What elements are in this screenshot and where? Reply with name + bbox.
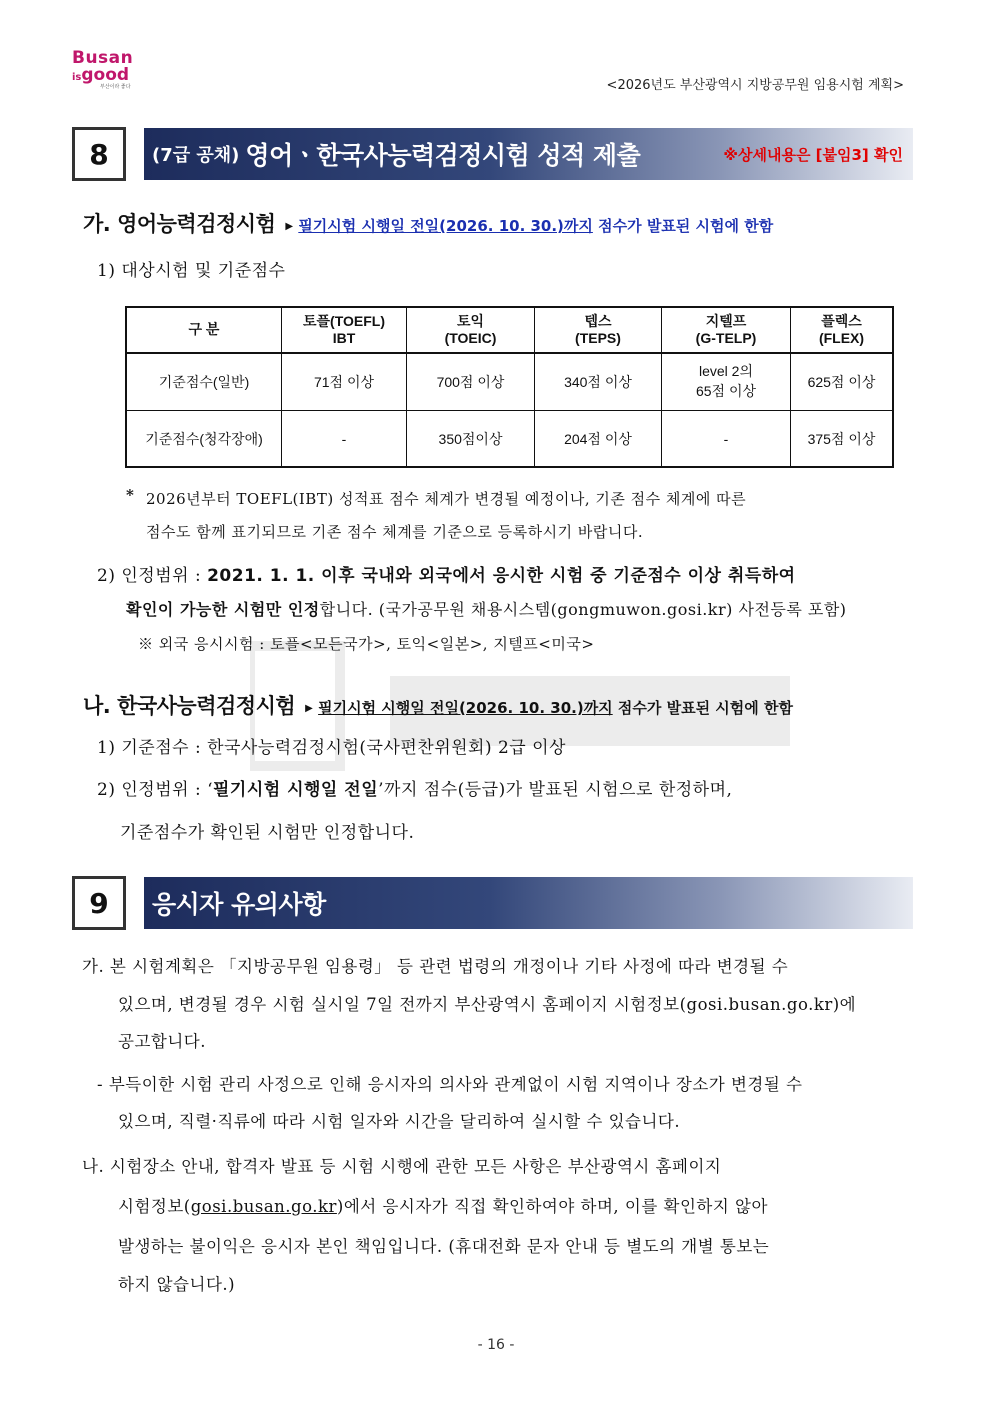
- section-number-8: 8: [72, 127, 126, 181]
- s9-ga-line3: 공고합니다.: [118, 1032, 206, 1051]
- table-cell: 기준점수(청각장애): [126, 411, 282, 468]
- table-row: [126, 411, 893, 468]
- na-heading-row: [83, 690, 793, 720]
- section-number-9: 9: [72, 876, 126, 930]
- ga-heading-note: ▶ 필기시험 시행일 전일(2026. 10. 30.)까지 점수가 발표된 시험에 한함: [285, 217, 774, 235]
- s9-ga-line2: 있으며, 변경될 경우 시험 실시일 7일 전까지 부산광역시 홈페이지 시험정보(gosi.busan.go.kr)에: [118, 995, 857, 1014]
- ga-heading-row: [83, 208, 773, 238]
- header-title: <2026년도 부산광역시 지방공무원 임용시험 계획>: [606, 78, 904, 93]
- table-cell: 350점이상: [407, 411, 535, 468]
- table-header: 플렉스 (FLEX): [791, 307, 894, 353]
- s9-na-line4: 하지 않습니다.): [118, 1275, 236, 1294]
- table-cell: -: [282, 411, 407, 468]
- table-cell: 625점 이상: [791, 353, 894, 411]
- table-cell: 204점 이상: [535, 411, 662, 468]
- busan-logo: [72, 50, 142, 90]
- table-cell: 700점 이상: [407, 353, 535, 411]
- table-cell: 기준점수(일반): [126, 353, 282, 411]
- s9-ga-line1: 가. 본 시험계획은 「지방공무원 임용령」 등 관련 법령의 개정이나 기타 사정에 따라 변경될 수: [82, 957, 789, 976]
- s9-na-line1: 나. 시험장소 안내, 합격자 발표 등 시험 시행에 관한 모든 사항은 부산광역시 홈페이지: [82, 1157, 722, 1176]
- table-header: 지텔프 (G-TELP): [662, 307, 791, 353]
- english-test-table: [125, 306, 894, 468]
- logo-line2: good: [81, 65, 130, 85]
- ga-item2-note: ※ 외국 응시시험 : 토플<모든국가>, 토익<일본>, 지텔프<미국>: [138, 635, 595, 653]
- logo-is: is: [72, 72, 82, 83]
- page-number: - 16 -: [477, 1337, 515, 1353]
- table-cell: level 2의 65점 이상: [662, 353, 791, 411]
- ga-item2-line1: 2) 인정범위 : 2021. 1. 1. 이후 국내와 외국에서 응시한 시험 중 기준점수 이상 취득하여: [97, 566, 796, 586]
- table-cell: 340점 이상: [535, 353, 662, 411]
- triangle-right-icon: ▶: [285, 221, 294, 232]
- s9-dash-line2: 있으며, 직렬·직류에 따라 시험 일자와 시간을 달리하여 실시할 수 있습니다.: [118, 1112, 681, 1131]
- section-8-title: 영어ㆍ한국사능력검정시험 성적 제출: [245, 141, 641, 170]
- s9-na-line3: 발생하는 불이익은 응시자 본인 책임입니다. (휴대전화 문자 안내 등 별도의 개별 통보는: [118, 1237, 770, 1256]
- ga-item2-line2: 확인이 가능한 시험만 인정합니다. (국가공무원 채용시스템(gongmuwon.gosi.kr) 사전등록 포함): [126, 600, 847, 619]
- section-9-title-bar: [144, 877, 913, 929]
- triangle-right-icon: ▶: [305, 703, 313, 714]
- section-9-title: 응시자 유의사항: [152, 890, 326, 919]
- logo-tagline: 부산이라 좋다: [100, 84, 131, 90]
- logo-line1: Busan: [72, 48, 134, 68]
- na-item1: 1) 기준점수 : 한국사능력검정시험(국사편찬위원회) 2급 이상: [97, 738, 566, 758]
- section-8-prefix: (7급 공채): [152, 145, 240, 166]
- ga-item1: 1) 대상시험 및 기준점수: [97, 261, 286, 281]
- table-cell: 71점 이상: [282, 353, 407, 411]
- gosi-link[interactable]: gosi.busan.go.kr: [190, 1197, 337, 1216]
- na-item2-line2: 기준점수가 확인된 시험만 인정합니다.: [120, 823, 415, 843]
- table-header: 토플(TOEFL) IBT: [282, 307, 407, 353]
- table-cell: -: [662, 411, 791, 468]
- table-header: 구 분: [126, 307, 282, 353]
- footnote-star: *: [126, 486, 135, 504]
- footnote-line1: 2026년부터 TOEFL(IBT) 성적표 점수 체계가 변경될 예정이나, 기존 점수 체계에 따른: [146, 490, 747, 508]
- table-header: 토익 (TOEIC): [407, 307, 535, 353]
- ga-heading: 가. 영어능력검정시험: [83, 212, 276, 236]
- table-row: [126, 353, 893, 411]
- table-header: 텝스 (TEPS): [535, 307, 662, 353]
- na-item2-line1: 2) 인정범위 : ‘필기시험 시행일 전일’까지 점수(등급)가 발표된 시험으로 한정하며,: [97, 780, 733, 800]
- na-heading: 나. 한국사능력검정시험: [83, 694, 296, 718]
- table-cell: 375점 이상: [791, 411, 894, 468]
- section-8-note: ※상세내용은 [붙임3] 확인: [723, 145, 903, 164]
- s9-na-line2: 시험정보(gosi.busan.go.kr)에서 응시자가 직접 확인하여야 하며, 이를 확인하지 않아: [118, 1197, 768, 1216]
- section-8-title-bar: [144, 128, 913, 180]
- na-heading-note: ▶ 필기시험 시행일 전일(2026. 10. 30.)까지 점수가 발표된 시험에 한함: [305, 699, 793, 717]
- footnote-line2: 점수도 함께 표기되므로 기존 점수 체계를 기준으로 등록하시기 바랍니다.: [146, 523, 644, 541]
- s9-dash-line1: - 부득이한 시험 관리 사정으로 인해 응시자의 의사와 관계없이 시험 지역이나 장소가 변경될 수: [97, 1075, 803, 1094]
